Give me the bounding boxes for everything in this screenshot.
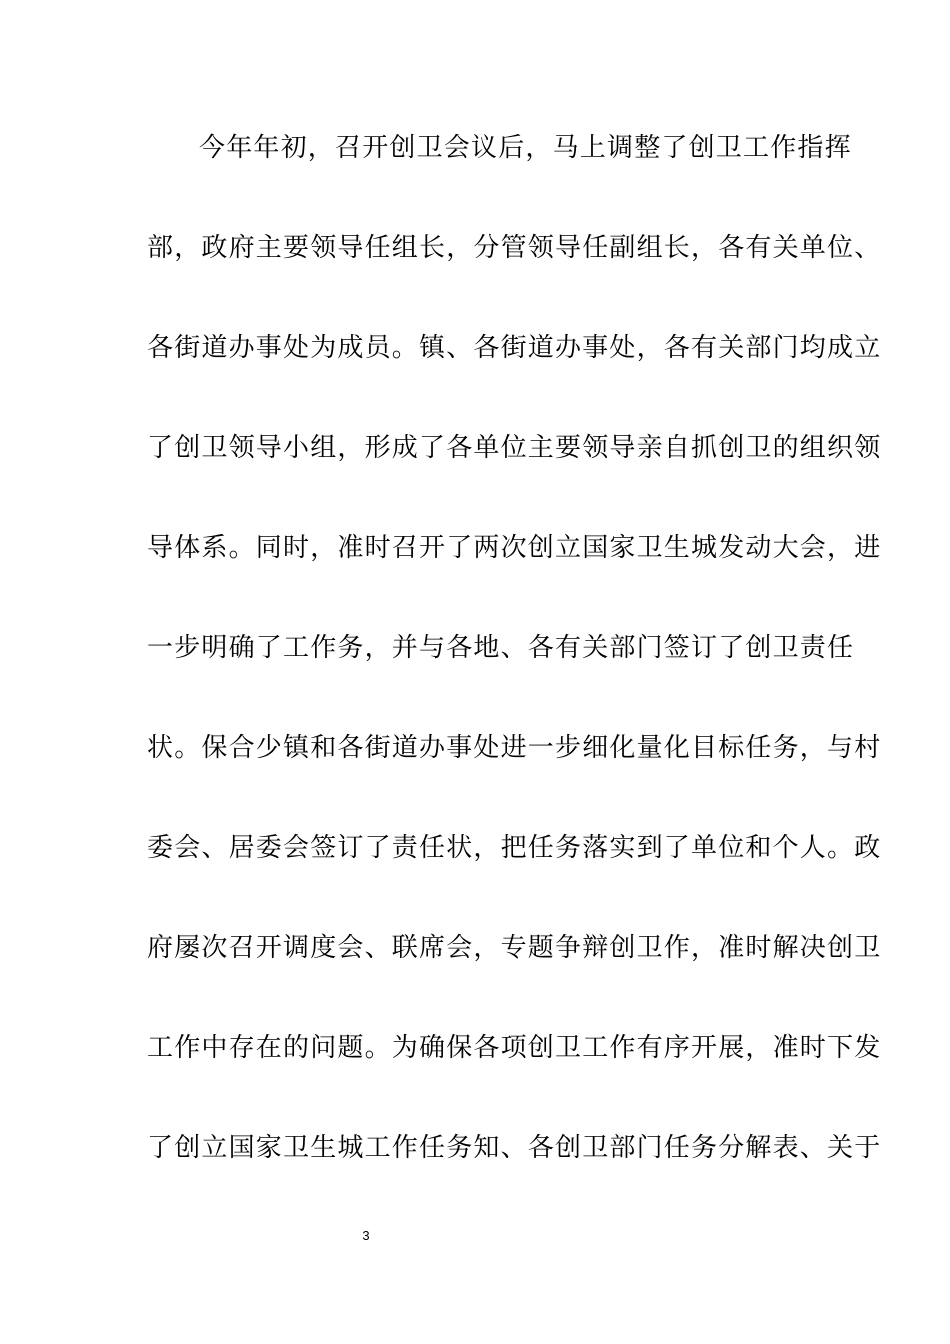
- text-line: 了创卫领导小组，形成了各单位主要领导亲自抓创卫的组织领: [147, 433, 882, 463]
- text-line: 了创立国家卫生城工作任务知、各创卫部门任务分解表、关于: [147, 1133, 882, 1163]
- text-line: 各街道办事处为成员。镇、各街道办事处，各有关部门均成立: [147, 333, 882, 363]
- text-line: 状。保合少镇和各街道办事处进一步细化量化目标任务，与村: [147, 733, 882, 763]
- text-line: 今年年初，召开创卫会议后，马上调整了创卫工作指挥: [199, 133, 852, 163]
- text-line: 一步明确了工作务，并与各地、各有关部门签订了创卫责任: [147, 633, 855, 663]
- page-number: 3: [362, 1228, 370, 1243]
- text-line: 导体系。同时，准时召开了两次创立国家卫生城发动大会，进: [147, 533, 882, 563]
- text-line: 府屡次召开调度会、联席会，专题争辩创卫作，准时解决创卫: [147, 933, 882, 963]
- text-line: 部，政府主要领导任组长，分管领导任副组长，各有关单位、: [147, 233, 882, 263]
- text-line: 工作中存在的问题。为确保各项创卫工作有序开展，准时下发: [147, 1033, 882, 1063]
- text-line: 委会、居委会签订了责任状，把任务落实到了单位和个人。政: [147, 833, 882, 863]
